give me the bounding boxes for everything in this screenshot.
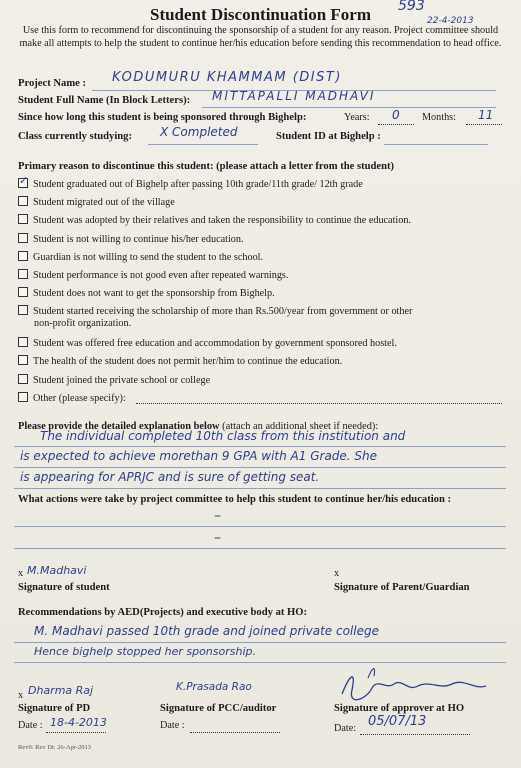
reason-item-11[interactable] [18, 374, 210, 386]
years-label: Years: [344, 112, 370, 123]
reason-heading: Primary reason to discontinue this student: (please attach a letter from the student) [18, 161, 395, 172]
reason-text: Student graduated out of Bighelp after passing 10th grade/11th grade/ 12th grade [33, 179, 363, 190]
revision-footer: Rev0: Rev Dt: 26-Apr-2013 [18, 744, 91, 751]
checkbox-icon[interactable] [18, 374, 28, 384]
reason-item-2[interactable] [18, 196, 175, 208]
student-id-label: Student ID at Bighelp : [276, 131, 381, 142]
reason-text: Student was offered free education and accommodation by government sponsored hostel. [33, 338, 397, 349]
reason-item-3[interactable] [18, 214, 411, 226]
months-label: Months: [422, 112, 456, 123]
approver-signature-label: Signature of approver at HO [334, 703, 465, 714]
checkbox-icon[interactable] [18, 233, 28, 243]
pcc-date-label: Date : [160, 720, 185, 731]
student-fullname-value: MITTAPALLI MADHAVI [212, 89, 376, 103]
recommendations-heading: Recommendations by AED(Projects) and executive body at HO: [18, 607, 308, 618]
actions-dash-2: – [214, 530, 221, 546]
student-fullname-label: Student Full Name (In Block Letters): [18, 95, 191, 106]
checkbox-icon[interactable] [18, 251, 28, 261]
reason-text: Student is not willing to continue his/her education. [33, 234, 244, 245]
pd-date-label: Date : [18, 720, 43, 731]
reason-item-12[interactable] [18, 392, 126, 404]
reason-text: Student was adopted by their relatives and taken the responsibility to continue the education. [33, 215, 411, 226]
checkbox-icon[interactable] [18, 392, 28, 402]
class-label: Class currently studying: [18, 131, 132, 142]
checkbox-icon[interactable] [18, 214, 28, 224]
reason-text: Student performance is not good even after repeated warnings. [33, 270, 289, 281]
form-title: Student Discontinuation Form [149, 5, 372, 24]
corner-number: 593 [398, 0, 425, 14]
parent-sig-x: x [334, 568, 340, 579]
student-sig-x: x [18, 568, 24, 579]
checkbox-icon[interactable] [18, 355, 28, 365]
months-value: 11 [478, 108, 494, 122]
pd-signature: Dharma Raj [28, 684, 94, 697]
checkbox-icon[interactable] [18, 305, 28, 315]
pcc-signature-label: Signature of PCC/auditor [160, 703, 277, 714]
reason-item-8[interactable] [18, 305, 412, 317]
checkbox-icon[interactable] [18, 287, 28, 297]
reason-text: Student does not want to get the sponsorship from Bighelp. [33, 288, 275, 299]
actions-dash-1: – [214, 508, 221, 524]
reason-text: Guardian is not willing to send the student to the school. [33, 252, 264, 263]
checkbox-icon[interactable] [18, 269, 28, 279]
pd-date-value: 18-4-2013 [50, 716, 107, 729]
reason-item-5[interactable] [18, 251, 263, 263]
checkbox-icon[interactable] [18, 196, 28, 206]
pcc-signature: K.Prasada Rao [176, 681, 252, 693]
reason-item-7[interactable] [18, 287, 275, 299]
recommendation-line-1: M. Madhavi passed 10th grade and joined private college [34, 624, 379, 638]
explanation-heading-text: Please provide the detailed explanation below [18, 421, 220, 432]
recommendation-line-2: Hence bighelp stopped her sponsorship. [34, 645, 256, 658]
checkbox-icon[interactable] [18, 337, 28, 347]
pd-sig-x: x [18, 690, 24, 701]
class-value: X Completed [160, 125, 238, 139]
project-name-value: KODUMURU KHAMMAM (DIST) [112, 70, 342, 85]
reason-text: Student joined the private school or college [33, 375, 211, 386]
explanation-heading-note: (attach an additional sheet if needed): [222, 421, 379, 432]
project-name-label: Project Name : [18, 78, 87, 89]
years-value: 0 [392, 108, 400, 122]
reason-item-9[interactable] [18, 337, 397, 349]
explanation-line-3: is appearing for APRJC and is sure of getting seat. [20, 470, 320, 484]
parent-signature-label: Signature of Parent/Guardian [334, 582, 470, 593]
pd-signature-label: Signature of PD [18, 703, 91, 714]
reason-item-8-continued: non-profit organization. [34, 318, 132, 329]
student-signature-label: Signature of student [18, 582, 110, 593]
actions-heading: What actions were take by project committee to help this student to continue her/his education : [18, 494, 452, 505]
explanation-line-1: The individual completed 10th class from this institution and [40, 429, 406, 443]
reason-text: Other (please specify): [33, 393, 126, 404]
reason-text: Student started receiving the scholarship of more than Rs.500/year from government or other [33, 306, 413, 317]
reason-item-6[interactable] [18, 269, 288, 281]
student-signature: M.Madhavi [27, 564, 87, 577]
sponsorship-duration-label: Since how long this student is being sponsored through Bighelp: [18, 112, 307, 123]
explanation-line-2: is expected to achieve morethan 9 GPA with A1 Grade. She [20, 449, 378, 463]
reason-text: The health of the student does not permit her/him to continue the education. [33, 356, 343, 367]
form-intro: Use this form to recommend for discontinuing the sponsorship of a student for any reason. Project committee should make all attempts to help the student to continue her/his education before sending this recommendation to head office. [19, 25, 502, 49]
reason-item-10[interactable] [18, 355, 342, 367]
approver-date-value: 05/07/13 [368, 714, 427, 729]
checkbox-icon[interactable] [18, 178, 28, 188]
reason-item-1[interactable] [18, 178, 363, 190]
approver-date-label: Date: [334, 723, 357, 734]
corner-date: 22-4-2013 [427, 16, 474, 26]
reason-text: Student migrated out of the village [33, 197, 175, 208]
reason-item-4[interactable] [18, 233, 244, 245]
